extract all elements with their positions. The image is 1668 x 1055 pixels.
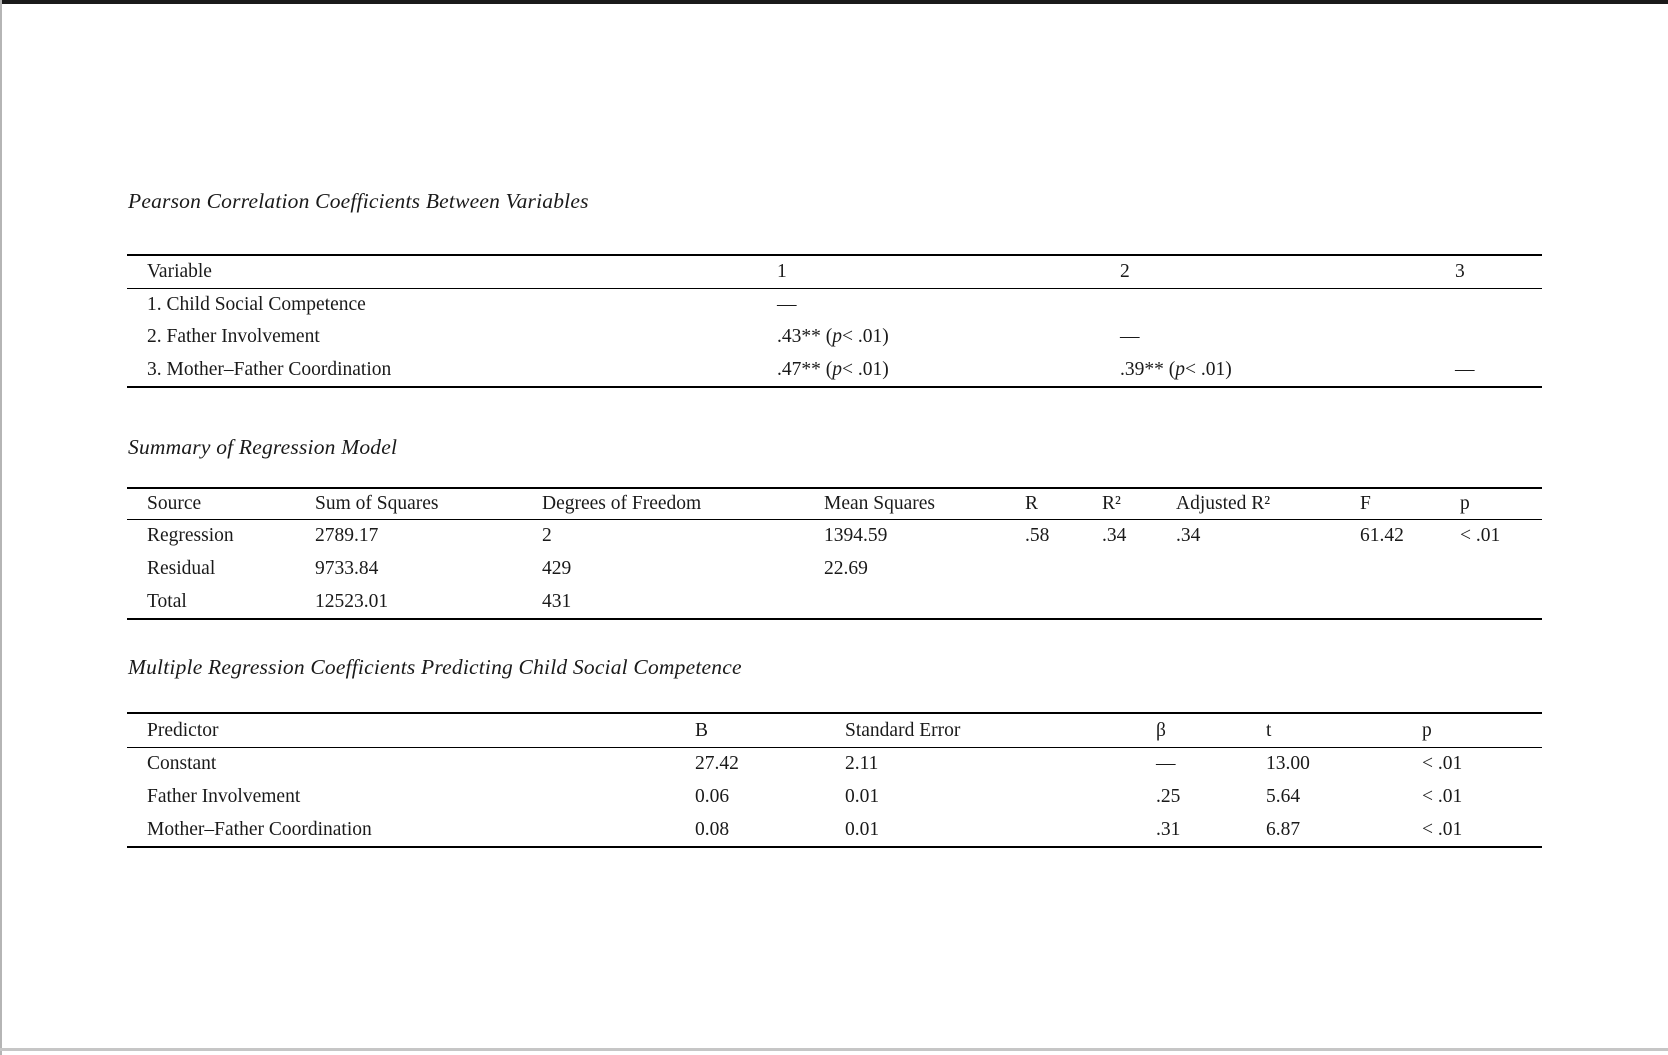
column-header: p bbox=[1460, 493, 1470, 514]
column-header: 2 bbox=[1120, 261, 1130, 282]
table-cell: Mother–Father Coordination bbox=[147, 818, 372, 840]
correlation-table-body bbox=[127, 289, 1542, 388]
table-cell: Total bbox=[147, 590, 187, 612]
table-cell: 2789.17 bbox=[315, 525, 379, 547]
table-title-correlations: Pearson Correlation Coefficients Between Variables bbox=[128, 189, 589, 213]
table-cell bbox=[1120, 289, 1455, 321]
column-header: B bbox=[695, 719, 709, 741]
table-cell bbox=[1176, 585, 1360, 618]
table-cell: 429 bbox=[542, 557, 572, 579]
column-header: Source bbox=[147, 493, 202, 514]
table-cell: .25 bbox=[1156, 785, 1181, 807]
table-cell: — bbox=[1455, 358, 1475, 380]
table-cell: — bbox=[777, 294, 797, 316]
table-cell bbox=[1025, 585, 1102, 618]
column-header: Mean Squares bbox=[824, 493, 936, 514]
column-header: t bbox=[1266, 719, 1272, 741]
table-cell: — bbox=[1120, 326, 1140, 348]
table-cell: 0.06 bbox=[695, 785, 730, 807]
table-cell bbox=[1460, 585, 1542, 618]
table-cell: Father Involvement bbox=[147, 785, 301, 807]
table-cell bbox=[1360, 553, 1460, 586]
table-cell: 12523.01 bbox=[315, 590, 389, 612]
table-cell bbox=[1176, 553, 1360, 586]
table-cell: 431 bbox=[542, 590, 572, 612]
column-header: Degrees of Freedom bbox=[542, 493, 702, 514]
column-header: Standard Error bbox=[845, 719, 961, 741]
table-cell bbox=[1025, 553, 1102, 586]
column-header: Predictor bbox=[147, 719, 219, 741]
table-cell: .34 bbox=[1102, 525, 1127, 547]
regression-summary-table-header bbox=[127, 487, 1542, 520]
table-cell: .39** ( p < .01) bbox=[1120, 358, 1232, 380]
table-cell: Constant bbox=[147, 753, 217, 775]
regression-summary-table bbox=[127, 487, 1542, 620]
regression-summary-table-body bbox=[127, 520, 1542, 620]
table-cell: .47** ( p < .01) bbox=[777, 358, 889, 380]
table-cell: 3. Mother–Father Coordination bbox=[147, 358, 392, 380]
table-cell: 6.87 bbox=[1266, 818, 1301, 840]
table-cell: 0.01 bbox=[845, 785, 880, 807]
table-cell: < .01 bbox=[1422, 818, 1463, 840]
table-title-regression-summary: Summary of Regression Model bbox=[128, 435, 398, 459]
table-cell: .34 bbox=[1176, 525, 1201, 547]
table-cell bbox=[1360, 585, 1460, 618]
table-cell: .58 bbox=[1025, 525, 1050, 547]
column-header: p bbox=[1422, 719, 1432, 741]
column-header: 1 bbox=[777, 261, 787, 282]
table-cell: — bbox=[1156, 753, 1176, 775]
table-cell: 13.00 bbox=[1266, 753, 1310, 775]
column-header: Variable bbox=[147, 261, 212, 282]
table-cell: 0.08 bbox=[695, 818, 730, 840]
column-header: R² bbox=[1102, 493, 1121, 514]
correlation-table-header bbox=[127, 254, 1542, 289]
table-cell bbox=[1460, 553, 1542, 586]
table-cell: < .01 bbox=[1422, 785, 1463, 807]
table-cell bbox=[1102, 585, 1176, 618]
page-bottom-edge bbox=[0, 1048, 1668, 1051]
table-cell: 1. Child Social Competence bbox=[147, 294, 366, 316]
table-cell: 27.42 bbox=[695, 753, 739, 775]
window-left-edge bbox=[0, 0, 2, 1055]
table-cell: .31 bbox=[1156, 818, 1181, 840]
correlation-table bbox=[127, 254, 1542, 388]
table-cell: < .01 bbox=[1422, 753, 1463, 775]
column-header: F bbox=[1360, 493, 1371, 514]
table-cell: 2.11 bbox=[845, 753, 879, 775]
table-cell bbox=[1455, 289, 1542, 321]
column-header: 3 bbox=[1455, 261, 1465, 282]
table-cell: 1394.59 bbox=[824, 525, 888, 547]
table-cell: Residual bbox=[147, 557, 216, 579]
table-cell: 9733.84 bbox=[315, 557, 379, 579]
table-cell bbox=[824, 585, 1025, 618]
table-cell: .43** ( p < .01) bbox=[777, 326, 889, 348]
table-cell: 22.69 bbox=[824, 557, 868, 579]
table-cell bbox=[1455, 321, 1542, 353]
table-cell: 0.01 bbox=[845, 818, 880, 840]
table-cell: < .01 bbox=[1460, 525, 1501, 547]
column-header: Sum of Squares bbox=[315, 493, 439, 514]
window-top-edge bbox=[0, 0, 1668, 4]
table-cell: 5.64 bbox=[1266, 785, 1301, 807]
table-cell: 61.42 bbox=[1360, 525, 1404, 547]
coefficients-table-header bbox=[127, 712, 1542, 748]
table-cell bbox=[1102, 553, 1176, 586]
column-header: β bbox=[1156, 719, 1166, 741]
table-cell: Regression bbox=[147, 525, 234, 547]
table-cell: 2. Father Involvement bbox=[147, 326, 320, 348]
coefficients-table-body bbox=[127, 748, 1542, 848]
column-header: R bbox=[1025, 493, 1039, 514]
coefficients-table bbox=[127, 712, 1542, 848]
table-title-coefficients: Multiple Regression Coefficients Predicting Child Social Competence bbox=[128, 655, 742, 679]
column-header: Adjusted R² bbox=[1176, 493, 1271, 514]
table-cell: 2 bbox=[542, 525, 552, 547]
